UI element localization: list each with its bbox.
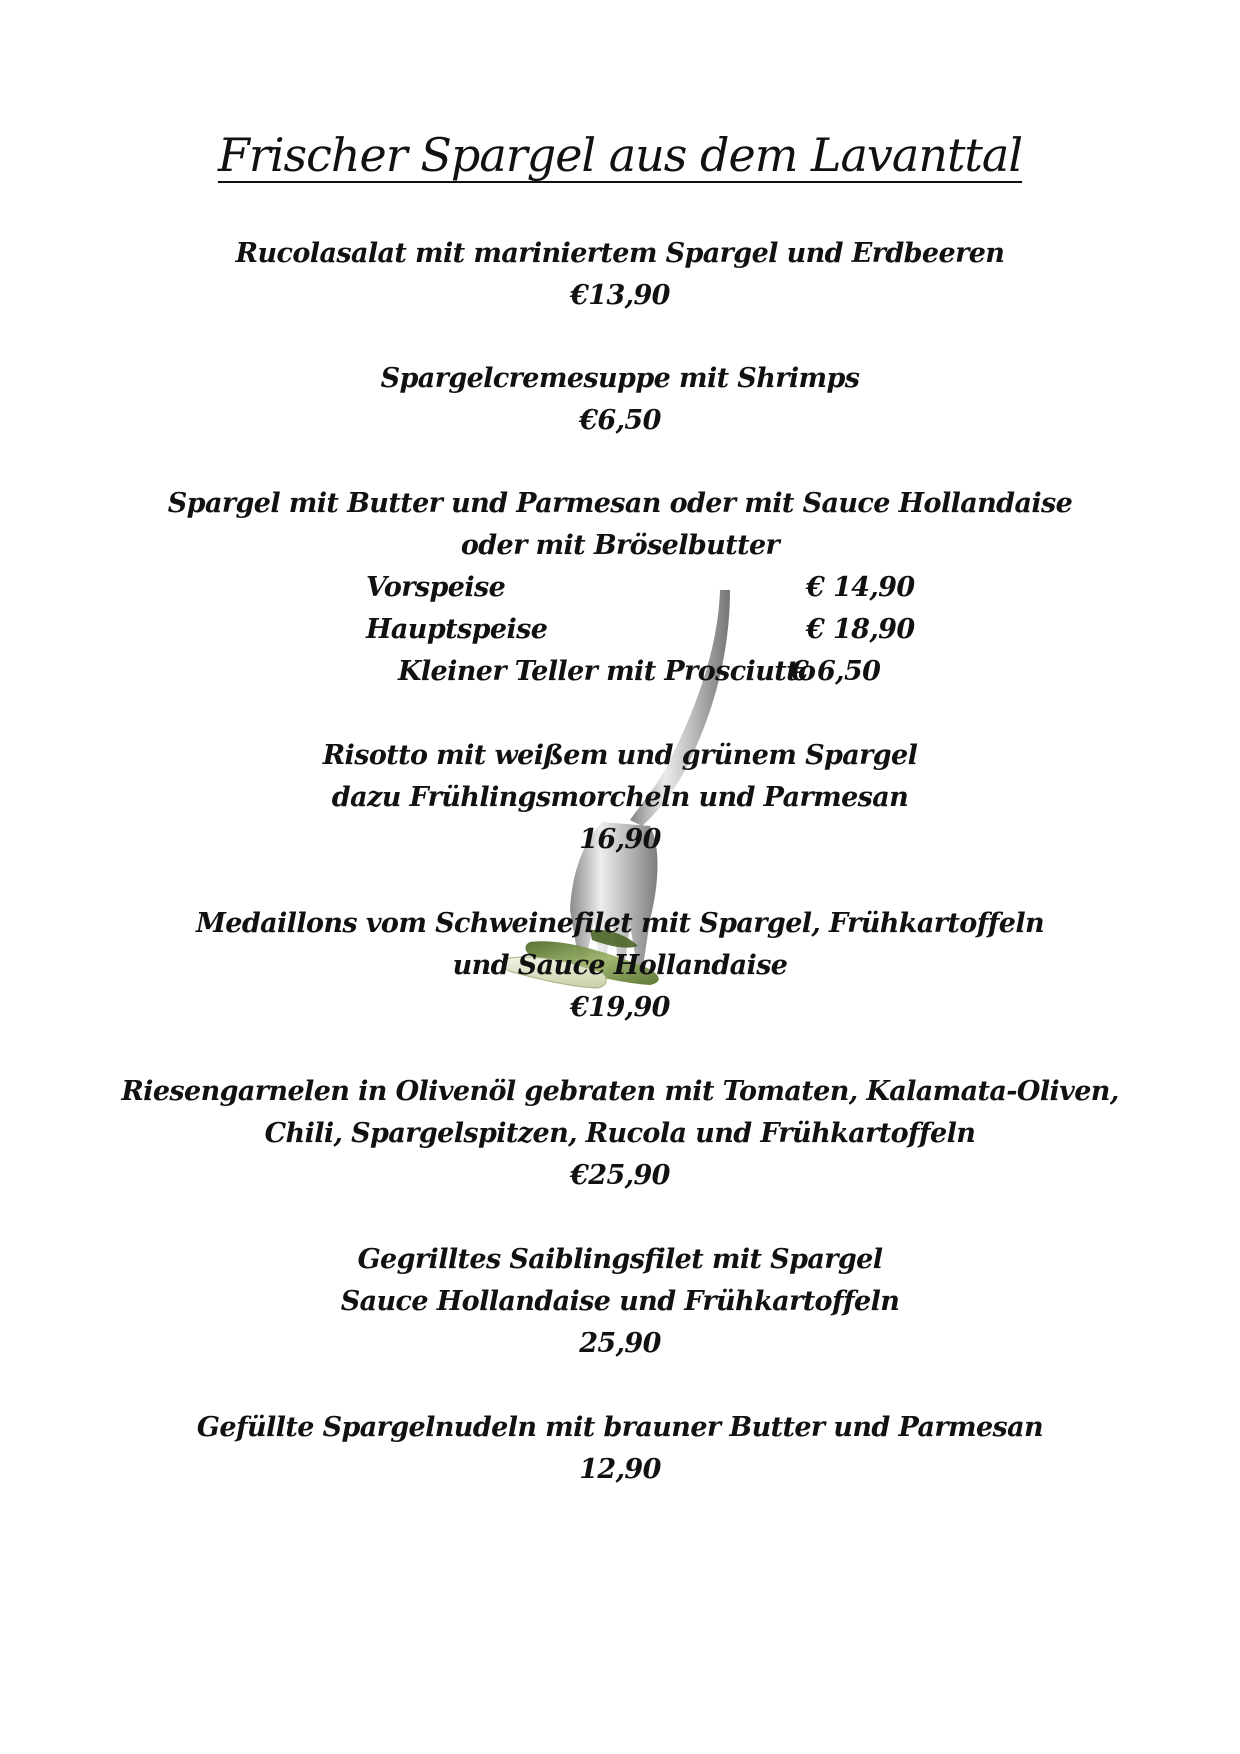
item-1-price: €13,90: [570, 280, 670, 311]
option-vorspeise-label: Vorspeise: [366, 572, 506, 603]
item-5-name-line-2: und Sauce Hollandaise: [452, 950, 788, 981]
item-1-name: Rucolasalat mit mariniertem Spargel und Erdbeeren: [235, 238, 1005, 269]
item-4-price: 16,90: [579, 824, 661, 855]
item-3-name-line-2: oder mit Bröselbutter: [460, 530, 780, 561]
option-kleiner-teller-label: Kleiner Teller mit Prosciutto: [398, 656, 816, 687]
item-2-price: €6,50: [579, 405, 661, 436]
item-2-name: Spargelcremesuppe mit Shrimps: [380, 363, 860, 394]
item-6-name-line-2: Chili, Spargelspitzen, Rucola und Frühkartoffeln: [264, 1118, 976, 1149]
item-7-name-line-1: Gegrilltes Saiblingsfilet mit Spargel: [357, 1244, 883, 1275]
item-7-name-line-2: Sauce Hollandaise und Frühkartoffeln: [340, 1286, 900, 1317]
option-hauptspeise-label: Hauptspeise: [366, 614, 548, 645]
item-4-name-line-2: dazu Frühlingsmorcheln und Parmesan: [331, 782, 909, 813]
item-5-name-line-1: Medaillons vom Schweinefilet mit Spargel, Frühkartoffeln: [195, 908, 1045, 939]
option-vorspeise-price: € 14,90: [806, 572, 915, 603]
option-kleiner-teller-price: € 6,50: [790, 656, 881, 687]
item-8-price: 12,90: [579, 1454, 661, 1485]
menu-title: [0, 128, 1240, 182]
item-6-name-line-1: Riesengarnelen in Olivenöl gebraten mit Tomaten, Kalamata-Oliven,: [121, 1076, 1119, 1107]
option-hauptspeise-price: € 18,90: [806, 614, 915, 645]
item-5-price: €19,90: [570, 992, 670, 1023]
item-6-price: €25,90: [570, 1160, 670, 1191]
menu-title-text: Frischer Spargel aus dem Lavanttal: [217, 128, 1023, 182]
item-8-name: Gefüllte Spargelnudeln mit brauner Butter und Parmesan: [196, 1412, 1044, 1443]
item-3-name-line-1: Spargel mit Butter und Parmesan oder mit Sauce Hollandaise: [167, 488, 1073, 519]
item-7-price: 25,90: [579, 1328, 661, 1359]
item-4-name-line-1: Risotto mit weißem und grünem Spargel: [322, 740, 918, 771]
